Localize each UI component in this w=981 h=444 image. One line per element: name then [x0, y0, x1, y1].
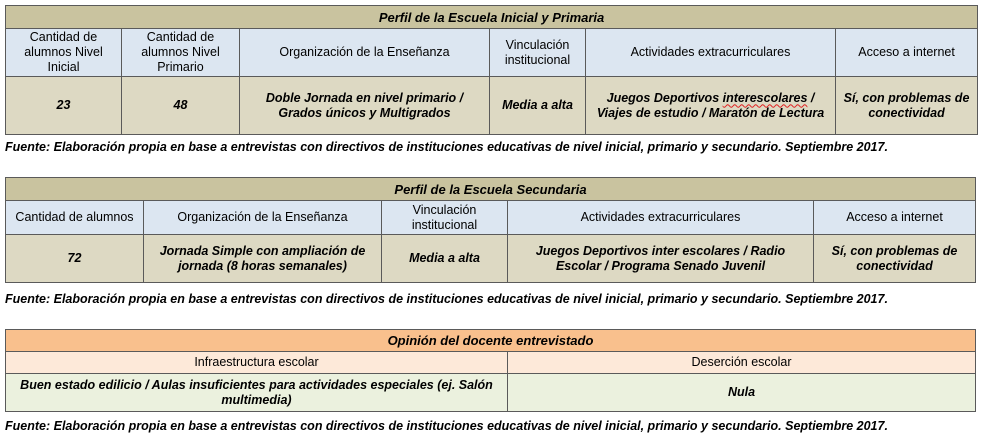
cell-organizacion: Doble Jornada en nivel primario / Grados únicos y Multigrados: [240, 77, 490, 135]
column-header: Actividades extracurriculares: [586, 29, 836, 77]
table-inicial-primaria: [5, 5, 978, 135]
table-title: Opinión del docente entrevistado: [6, 330, 976, 352]
cell-primario: 48: [122, 77, 240, 135]
source-note: Fuente: Elaboración propia en base a entrevistas con directivos de instituciones educativas de nivel inicial, primario y secundario. Septiembre 2017.: [5, 140, 888, 154]
cell-organizacion: Jornada Simple con ampliación de jornada (8 horas semanales): [144, 235, 382, 283]
column-header: Vinculación institucional: [382, 201, 508, 235]
cell-vinculacion: Media a alta: [490, 77, 586, 135]
table-title: Perfil de la Escuela Inicial y Primaria: [6, 6, 978, 29]
cell-internet: Sí, con problemas de conectividad: [836, 77, 978, 135]
cell-infraestructura: Buen estado edilicio / Aulas insuficientes para actividades especiales (ej. Salón multimedia): [6, 374, 508, 412]
cell-vinculacion: Media a alta: [382, 235, 508, 283]
column-header: Infraestructura escolar: [6, 352, 508, 374]
column-header: Acceso a internet: [836, 29, 978, 77]
column-header: Deserción escolar: [508, 352, 976, 374]
column-header: Cantidad de alumnos Nivel Primario: [122, 29, 240, 77]
table-secundaria: [5, 177, 976, 283]
cell-actividades: Juegos Deportivos inter escolares / Radio Escolar / Programa Senado Juvenil: [508, 235, 814, 283]
column-header: Organización de la Enseñanza: [240, 29, 490, 77]
cell-cantidad: 72: [6, 235, 144, 283]
source-note: Fuente: Elaboración propia en base a entrevistas con directivos de instituciones educativas de nivel inicial, primario y secundario. Septiembre 2017.: [5, 292, 888, 306]
text-segment: Juegos Deportivos: [606, 90, 723, 105]
text-segment: / Viajes de estudio / Maratón de Lectura: [596, 90, 825, 120]
cell-internet: Sí, con problemas de conectividad: [814, 235, 976, 283]
column-header: Actividades extracurriculares: [508, 201, 814, 235]
cell-inicial: 23: [6, 77, 122, 135]
column-header: Acceso a internet: [814, 201, 976, 235]
table-title: Perfil de la Escuela Secundaria: [6, 178, 976, 201]
source-note: Fuente: Elaboración propia en base a entrevistas con directivos de instituciones educativas de nivel inicial, primario y secundario. Septiembre 2017.: [5, 419, 888, 433]
column-header: Cantidad de alumnos: [6, 201, 144, 235]
column-header: Cantidad de alumnos Nivel Inicial: [6, 29, 122, 77]
column-header: Vinculación institucional: [490, 29, 586, 77]
cell-desercion: Nula: [508, 374, 976, 412]
cell-actividades: [586, 77, 836, 135]
table-opinion-docente: [5, 329, 976, 412]
column-header: Organización de la Enseñanza: [144, 201, 382, 235]
spellcheck-word: interescolares: [722, 90, 808, 105]
